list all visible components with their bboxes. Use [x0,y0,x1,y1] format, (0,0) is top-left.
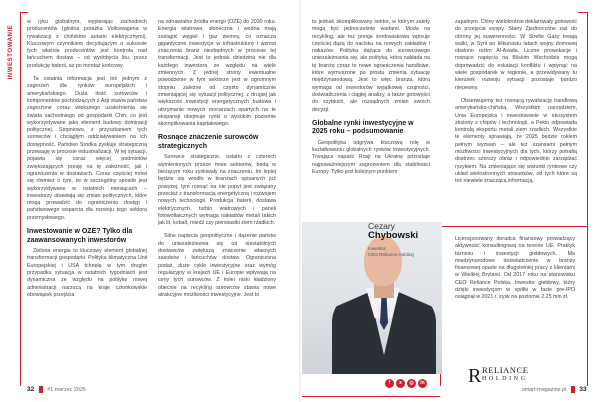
paragraph: Obserwujemy też rosnącą rywalizację handlową amerykańsko-chińską. Wszystkim narzędziem, Unia Europejska i inwestowanie w ekosystem złożony z chipów i technologii, a Pekin odpowiada kontrolą eksportu metali ziem rzadkich. Wszystkie te elementy sprawiają, że 2025 będzie rokiem pełnym wyzwań – ale też szansami pełnym możliwości inwestycyjnych dla tych, którzy potrafią dostrzec szerszy obraz i odpowiednio zarządzać ryzykiem. Na zmieniające się warunki rynkowe czy układ wielostronnych stosunków, od tych które są też niewiele znaczącą informacją. [455,97,577,185]
section-label: INWESTOWANIE [8,24,14,80]
page-fold [299,0,301,402]
author-org: CEO Reliance Holding [368,251,414,257]
instagram-icon[interactable]: ◎ [407,379,416,388]
paragraph: Licencjonowany doradca finansowy prowadzący aktywność konsultingową na terenie UE. Praktyk biznesu i inwestycji giełdowych. Ma międzynarodowe doświadczenie w branży finansowej oparte na długoletniej pracy z klientami w Wielkiej Brytanii. Od 2017 roku na stanowisku CEO Reliance Polska. Inwestor giełdowy, który dzięki inwestycjom w spółki w fazie pre-IPO osiągnął w 2021 r. zysk na poziomie 2.25 mln zł. [455,236,575,301]
bio-top-red-rule [440,226,588,227]
paragraph: Ta ostatnia informacja jest też jednym z zagrożeń dla rynków europejskich i amerykańskiego. Duża ilość surowców i komponentów pochodzących z Azji stawia państwa zagrożone coraz większego uzależnienia się świata zachodniego od gospodarki Chin, co jest wykorzystywane jako element budowy dominacji politycznej. Stopniowo, z przyszkaniem tych surowców i chciągłym oddziaływaniem na ich dostępność, Państwo Środka zyskuje strategiczną przewagę w procesie industrializacji. W tej sytuacji, pojawia się coraz więcej podmiotów zwiększających presję na tę zależność, jak i ograniczenia w dostawach. Coraz częściej mówi się również o tym, że w szczególny sposób jest wykorzystywane w ostatnich miesiącach – inwestorzy obawiają się zmian politycznych, które mogą prowadzić do ograniczenia dostęp i państwowego wsparcia dla rozwoju tego sektora przemysłowego. [27,76,147,221]
footer-right [522,386,587,394]
article-column-3 [312,19,430,219]
section-heading-oze: Inwestowanie w OZE? Tylko dla zaawansowanych inwestorów [27,228,133,244]
issue-label: #1 marzec 2025 [47,387,86,393]
author-caption [368,222,418,258]
page-number-left: 32 [27,386,35,393]
right-red-rule [587,12,588,386]
footer-left [27,386,86,394]
article-column-2 [158,19,276,383]
article-column-4 [455,19,577,219]
footer-marker [39,386,43,393]
facebook-icon[interactable]: f [385,379,394,388]
x-icon[interactable]: x [396,379,405,388]
site-url: smart-magazine.pl [522,387,567,393]
footer-marker [571,386,575,393]
author-last-name: Chybowski [368,230,419,241]
left-top-red-rule [20,12,28,13]
paragraph: Geopolityka odgrywa kluczową rolę w kształtowaniu globalnych rynków inwestycyjnych. Trwająca napaść Rosji na Ukrainę pozostaje najpoważniejszym zagrożeniem dla stabilności Europy. Tylko jest kolejnym punktem [312,139,430,176]
social-icons [385,379,427,388]
paragraph: na odnawialne źródła energii (OZE) do 2030 roku. Energia wiatrowa, słoneczna i wodna mają zastąpić węgiel i gaz ziemny, co oznacza gigantyczne inwestycje w infrastrukturę i wzrost znaczenia branż niezbędnych w procesie tej transformacji. Jest to jednak dziedzina nie dla każdego inwestora ze względu na wiele zmiennych. Z jednej strony ewentualne powodzenie w tym sektorze jest w ogromnym stopniu zależne od często dynamicznie zmieniającej się sytuacji politycznej, z drugiej jak większość inwestycji energetycznych budowa i utrzymanie nowych mocarzach opartych na te ekspansji obejmuje rynki o wysokim poziomie skomplikowania kapitałowego. [158,19,276,128]
paragraph: to jednak skomplikowany sektor, w którym zalety mogą być jednocześnie wadami. Moda na recykling, ale też presja środowiskowa wpisuje częściej dążą do nacisku na nowych zakładów i nakazów. Polityka dążąca do surowcowego uniezależniania się, ale polityka, która nakłada na tę branżę coraz to nowe ograniczenia handlowe, które wymuszone po prostu zmienią sytuację międzynarodową. Jest to więc branża, która wymaga od inwestorów wyjątkowej czujności, doświadczenia i ciągłej analizy, a także gotowości do szybkich, ale rozsądnych zmian swoich decyzji. [312,19,430,113]
paragraph: Silne napięcia geopolityczne i dążenie państw do uniezależnienia się od niestabilnych dostawców zwiększą znaczenie własnych zasobów i łańcuchów dostaw. Ograniczona podaż, duże cykle inwestycyjne oraz wymóg regulacyjny w krajach UE i Europie wpływają na ceny tych surowców. Z kolei niski kładziony obecnie na recykling surowców stawia nowe atrakcyjne możliwości inwestycyjne. Jest to [158,233,276,298]
section-heading-surowce: Rosnące znaczenie surowców strategicznych [158,134,259,150]
right-top-red-rule [578,12,588,13]
paragraph: Zielona energia to kluczowy element globalnej transformacji gospodarki. Polityka klimatyczna Unii Europejskiej i USA tchnęła w tym drugim przypadku sytuacja w ostatnich tygodniach jest dynamiczna ze względu na politykę nowej administracji narzucą na kraje członkowskie obowiązek przejścia [27,248,147,298]
paragraph: w ryku globalnym, wypierając zachodnich producentów (głośna porażka Volkswagena w rywalizacji z chińskimi autami elektrycznymi). Kluczowym czynnikiem decydującym o sukcesie tych właśnie producentów jest kontrola nad łańcuchem dostaw – od wydobycia litu, przez produkcję baterii, aż po montaż końcowy. [27,19,147,69]
left-red-rule [20,12,21,386]
reliance-holding-logo: R RELIANCE HOLDING [468,365,529,387]
paragraph: zapalnym. Chiny wielokrotnie deklarowały gotowość do przejęcia wyspy. Stany Zjednoczone zaś do obrony jej suwerenności. W Strefie Gazy trwają walki, w Syrii po kilkunastu latach wojny domowej obalono reżim Al-Asada. Liczne prowokacje i rosnące napięcia na Bliskim Wschodzie mogą doprowadzić do eskalacji konfliktu i wpłynąć na wiele gospodarek w regionie, a przewidywany tu kierunek rozwoju sytuacji pozostaje bardzo niepewny. [455,19,577,91]
page-number-right: 33 [579,386,587,393]
paragraph: Surowce strategiczne, ostatni z czterech wymienionych przeze mnie sektorów, będą w bieżącym roku zyskiwały na znaczeniu. Im lepiej będzie się wiodło w branżach opisanych już powyżej, tym rosnąć na nie popyt jest związany przecież z transformacją energetyczną i rozwojem nowych technologii. Produkcja baterii, dostawa elektrycznych, turbin wiatrowych i paneli fotowoltaicznych wymaga nakładów metali takich jak lit, kobalt, miedź czy pierwiastki ziem rzadkich. [158,154,276,227]
section-heading-podsumowanie: Globalne rynki inwestycyjne w 2025 roku – podsumowanie [312,119,414,136]
author-role: Inwestor, [368,246,387,251]
author-first-name: Cezary [368,221,395,231]
article-column-1 [27,19,147,383]
caption-underline [302,396,440,397]
linkedin-icon[interactable]: in [418,379,427,388]
author-bio [455,236,575,362]
